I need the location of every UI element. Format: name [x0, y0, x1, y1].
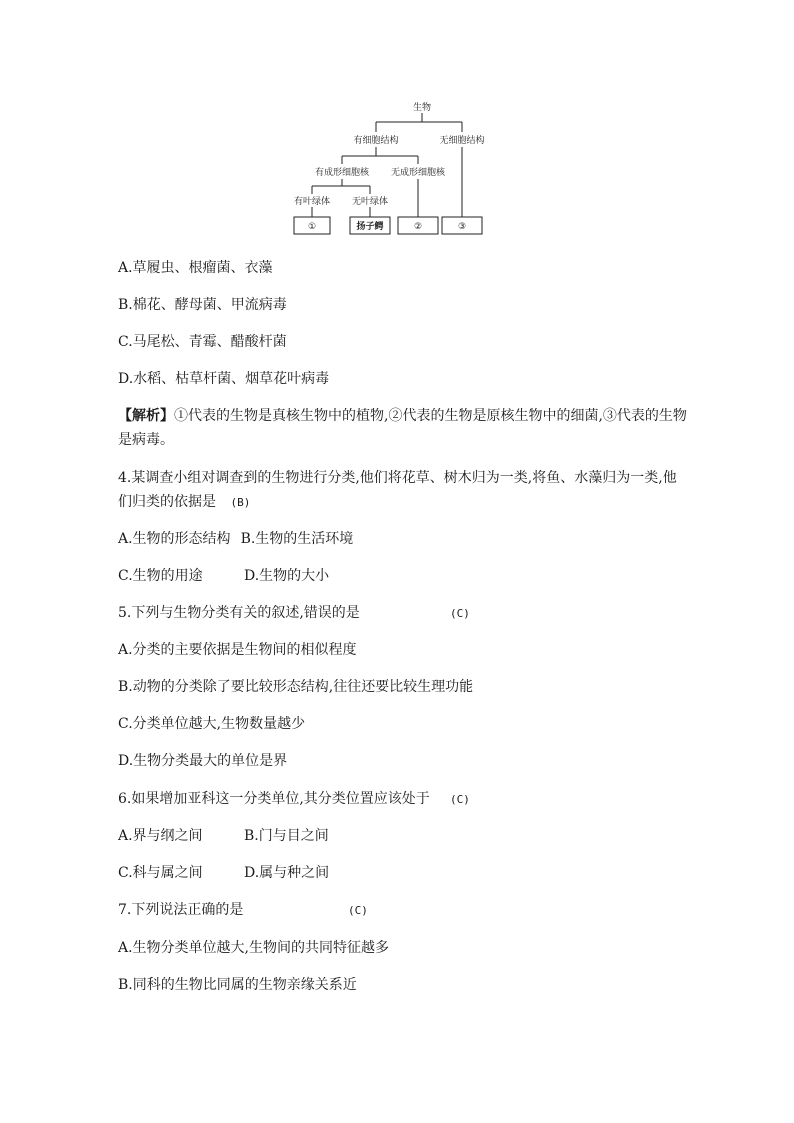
q7-option-a: A.生物分类单位越大,生物间的共同特征越多: [118, 940, 390, 956]
q5-stem-text: 5.下列与生物分类有关的叙述,错误的是: [118, 605, 360, 621]
node-no-nucleus: 无成形细胞核: [390, 168, 446, 178]
q5-option-d: D.生物分类最大的单位是界: [118, 753, 288, 769]
analysis-text: ①代表的生物是真核生物中的植物,②代表的生物是原核生物中的细菌,③代表的生物是病毒。: [118, 408, 687, 448]
q7-stem-text: 7.下列说法正确的是: [118, 902, 244, 918]
q4-answer: (B): [230, 496, 251, 509]
q3-analysis: [118, 404, 688, 452]
q5-option-c: C.分类单位越大,生物数量越少: [118, 716, 306, 732]
q5-option-b: B.动物的分类除了要比较形态结构,往往还要比较生理功能: [118, 679, 474, 695]
q6-option-b: B.门与目之间: [244, 828, 329, 844]
q4-option-c: C.生物的用途: [118, 568, 203, 584]
diagram-svg: [290, 98, 490, 238]
q5-stem: [118, 603, 470, 624]
q3-option-c: C.马尾松、青霉、醋酸杆菌: [118, 334, 287, 350]
node-cell-structure: 有细胞结构: [353, 136, 399, 146]
box-2: ②: [413, 222, 423, 232]
q7-stem: [118, 900, 368, 921]
classification-diagram: [290, 98, 490, 238]
q3-option-a: A.草履虫、根瘤菌、衣藻: [118, 260, 273, 276]
q4-option-b: B.生物的生活环境: [240, 531, 354, 547]
q6-option-d: D.属与种之间: [244, 865, 330, 881]
q6-options-row1: [118, 826, 329, 846]
q4-options-row2: [118, 566, 329, 586]
node-no-chloroplast: 无叶绿体: [351, 197, 389, 207]
q3-option-d: D.水稻、枯草杆菌、烟草花叶病毒: [118, 371, 330, 387]
q3-option-b: B.棉花、酵母菌、甲流病毒: [118, 297, 287, 313]
q4-options-row1: [118, 529, 353, 549]
node-nucleus: 有成形细胞核: [314, 168, 370, 178]
box-alligator: 扬子鳄: [356, 222, 384, 232]
q6-answer: (C): [450, 793, 470, 806]
q6-stem-text: 6.如果增加亚科这一分类单位,其分类位置应该处于: [118, 791, 430, 807]
q6-option-a: A.界与纲之间: [118, 828, 203, 844]
q6-options-row2: [118, 863, 329, 883]
node-chloroplast: 有叶绿体: [293, 197, 331, 207]
node-no-cell-structure: 无细胞结构: [439, 136, 485, 146]
q7-option-b: B.同科的生物比同属的生物亲缘关系近: [118, 977, 357, 993]
analysis-tag: 【解析】: [118, 408, 174, 424]
box-3: ③: [457, 222, 467, 232]
q5-option-a: A.分类的主要依据是生物间的相似程度: [118, 642, 357, 658]
q5-answer: (C): [450, 607, 470, 620]
q4-option-d: D.生物的大小: [244, 568, 330, 584]
node-root: 生物: [412, 103, 432, 113]
q7-answer: (C): [348, 904, 368, 917]
q4-option-a: A.生物的形态结构: [118, 531, 231, 547]
q6-stem: [118, 789, 470, 810]
q4-stem: [118, 466, 684, 515]
q6-option-c: C.科与属之间: [118, 865, 203, 881]
box-1: ①: [307, 222, 317, 232]
q4-stem-text: 4.某调查小组对调查到的生物进行分类,他们将花草、树木归为一类,将鱼、水藻归为一类,他们归类的依据是: [118, 470, 677, 510]
